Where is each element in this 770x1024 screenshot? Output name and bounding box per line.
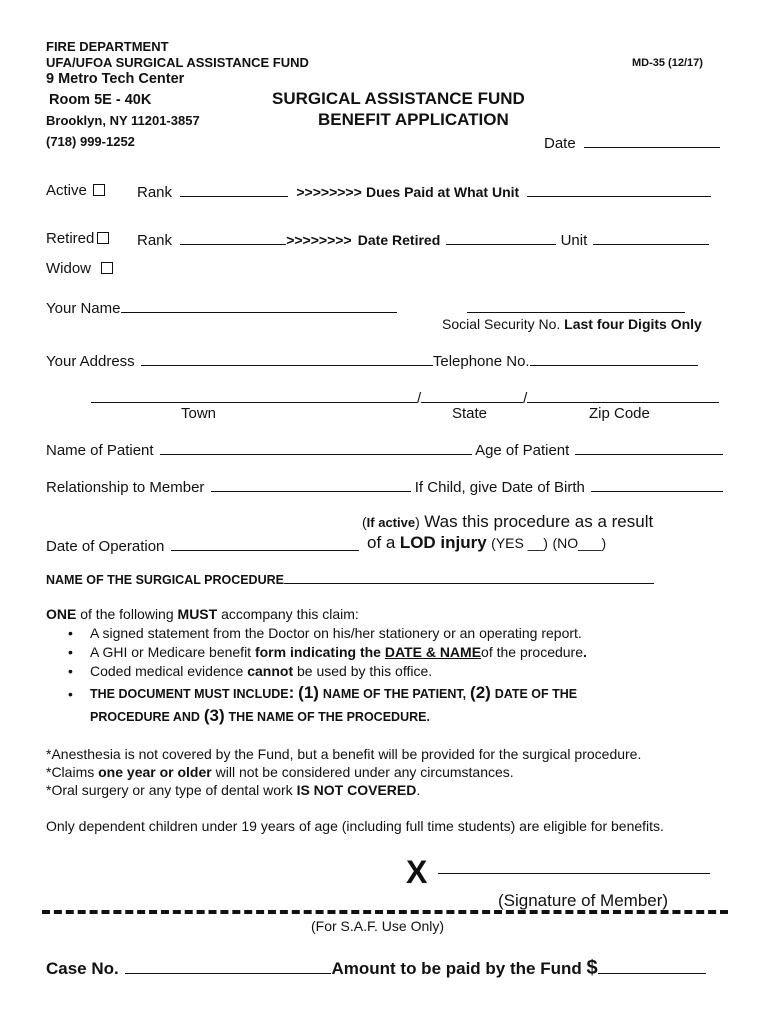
operation-date-line[interactable] [171, 536, 359, 551]
note-oral-surgery: *Oral surgery or any type of dental work IS NOT COVERED. [46, 782, 421, 798]
requirement-item-2: • A GHI or Medicare benefit form indicating the DATE & NAMEof the procedure. [68, 644, 587, 660]
your-name-line[interactable] [121, 298, 397, 313]
patient-name-label: Name of Patient [46, 442, 154, 459]
office-use-label: (For S.A.F. Use Only) [311, 918, 445, 934]
date-retired-line[interactable] [446, 230, 556, 245]
case-number-field[interactable] [46, 957, 706, 980]
rank-label-2: Rank [137, 232, 173, 249]
address-line[interactable] [141, 351, 433, 366]
procedure-field[interactable] [46, 571, 654, 587]
address-line1: 9 Metro Tech Center [46, 71, 185, 87]
widow-checkbox[interactable] [101, 262, 113, 274]
dues-unit-line[interactable] [527, 182, 711, 197]
requirement-item-1: • A signed statement from the Doctor on his/her stationery or an operating report. [68, 625, 582, 641]
retired-row [137, 230, 709, 249]
ssn-last-four: Last four Digits Only [564, 316, 702, 332]
signature-line[interactable] [438, 873, 710, 874]
telephone-line[interactable] [530, 351, 698, 366]
org-name: FIRE DEPARTMENT [46, 39, 169, 54]
form-subtitle: BENEFIT APPLICATION [318, 110, 509, 129]
case-number-label: Case No. [46, 959, 119, 978]
child-dob-label: If Child, give Date of Birth [414, 479, 585, 496]
unit-label: Unit [560, 232, 588, 249]
patient-row [46, 440, 723, 459]
requirement-item-4: • THE DOCUMENT MUST INCLUDE: (1) NAME OF THE PATIENT, (2) DATE OF THE [68, 683, 578, 702]
rank-label: Rank [137, 184, 173, 201]
address-line2: Room 5E - 40K [49, 92, 152, 108]
requirement-item-4-cont: PROCEDURE AND (3) THE NAME OF THE PROCEDURE. [90, 706, 430, 725]
ssn-label: Social Security No. [442, 316, 561, 332]
eligibility-note: Only dependent children under 19 years of age (including full time students) are eligible for benefits. [46, 818, 664, 834]
form-code: MD-35 (12/17) [632, 57, 703, 69]
dues-paid-label: Dues Paid at What Unit [365, 184, 520, 200]
town-state-zip-lines[interactable]: / / [91, 388, 719, 407]
ssn-field[interactable] [467, 298, 685, 318]
cut-line-divider [42, 910, 728, 914]
lod-answer: of a LOD injury (YES __) (NO___) [367, 533, 607, 552]
widow-option[interactable] [46, 260, 113, 277]
relationship-label: Relationship to Member [46, 479, 205, 496]
case-number-line[interactable] [125, 957, 331, 974]
form-title: SURGICAL ASSISTANCE FUND [272, 89, 525, 108]
patient-age-label: Age of Patient [475, 442, 570, 459]
date-label: Date [544, 135, 576, 152]
fund-name: UFA/UFOA SURGICAL ASSISTANCE FUND [46, 55, 309, 70]
ssn-caption [442, 316, 702, 332]
active-option[interactable] [46, 182, 105, 199]
date-line[interactable] [584, 133, 720, 148]
retired-label: Retired [46, 230, 95, 247]
requirements-intro: ONE of the following MUST accompany this claim: [46, 606, 359, 622]
procedure-line[interactable] [284, 571, 654, 584]
your-name-field[interactable] [46, 298, 397, 317]
lod-question: (If active) Was this procedure as a result [362, 512, 654, 531]
retired-option[interactable] [46, 230, 109, 247]
address-line3: Brooklyn, NY 11201-3857 [46, 113, 200, 128]
dollar-sign: $ [586, 957, 598, 979]
state-label: State [452, 405, 488, 422]
lod-injury-label: LOD injury [399, 533, 487, 552]
operation-date-field[interactable] [46, 536, 359, 555]
zip-line[interactable] [527, 388, 719, 403]
arrows: >>>>>>>> [296, 184, 362, 200]
active-row [137, 182, 711, 201]
phone-number: (718) 999-1252 [46, 134, 135, 149]
your-name-label: Your Name [46, 300, 121, 317]
widow-label: Widow [46, 260, 92, 277]
patient-age-line[interactable] [575, 440, 723, 455]
town-line[interactable] [91, 388, 417, 403]
procedure-label: NAME OF THE SURGICAL PROCEDURE [46, 573, 284, 587]
state-line[interactable] [421, 388, 523, 403]
operation-date-label: Date of Operation [46, 538, 165, 555]
child-dob-line[interactable] [591, 477, 723, 492]
date-field[interactable] [544, 133, 720, 152]
date-retired-label: Date Retired [357, 232, 441, 248]
amount-line[interactable] [598, 957, 706, 974]
address-label: Your Address [46, 353, 135, 370]
lod-no[interactable]: (NO___) [552, 535, 607, 551]
zip-label: Zip Code [589, 405, 650, 422]
lod-question-text: Was this procedure as a result [424, 512, 654, 531]
amount-label: Amount to be paid by the Fund [331, 959, 582, 978]
relationship-row [46, 477, 723, 496]
if-active-label: If active [366, 515, 416, 530]
relationship-line[interactable] [211, 477, 411, 492]
requirement-item-3: • Coded medical evidence cannot be used by this office. [68, 663, 433, 679]
town-label: Town [181, 405, 217, 422]
note-claims: *Claims one year or older will not be considered under any circumstances. [46, 764, 514, 780]
address-field[interactable] [46, 351, 698, 370]
ssn-line[interactable] [467, 298, 685, 313]
signature-x-mark: X [406, 854, 428, 890]
note-anesthesia: *Anesthesia is not covered by the Fund, but a benefit will be provided for the surgical procedure. [46, 746, 642, 762]
lod-yes[interactable]: (YES __) [491, 535, 548, 551]
rank-line-2[interactable] [180, 230, 286, 245]
unit-line[interactable] [593, 230, 709, 245]
telephone-label: Telephone No. [432, 353, 530, 370]
signature-caption: (Signature of Member) [498, 891, 669, 910]
arrows-2: >>>>>>>> [286, 232, 352, 248]
rank-line[interactable] [180, 182, 288, 197]
active-checkbox[interactable] [93, 184, 105, 196]
patient-name-line[interactable] [160, 440, 472, 455]
retired-checkbox[interactable] [97, 232, 109, 244]
active-label: Active [46, 182, 87, 199]
